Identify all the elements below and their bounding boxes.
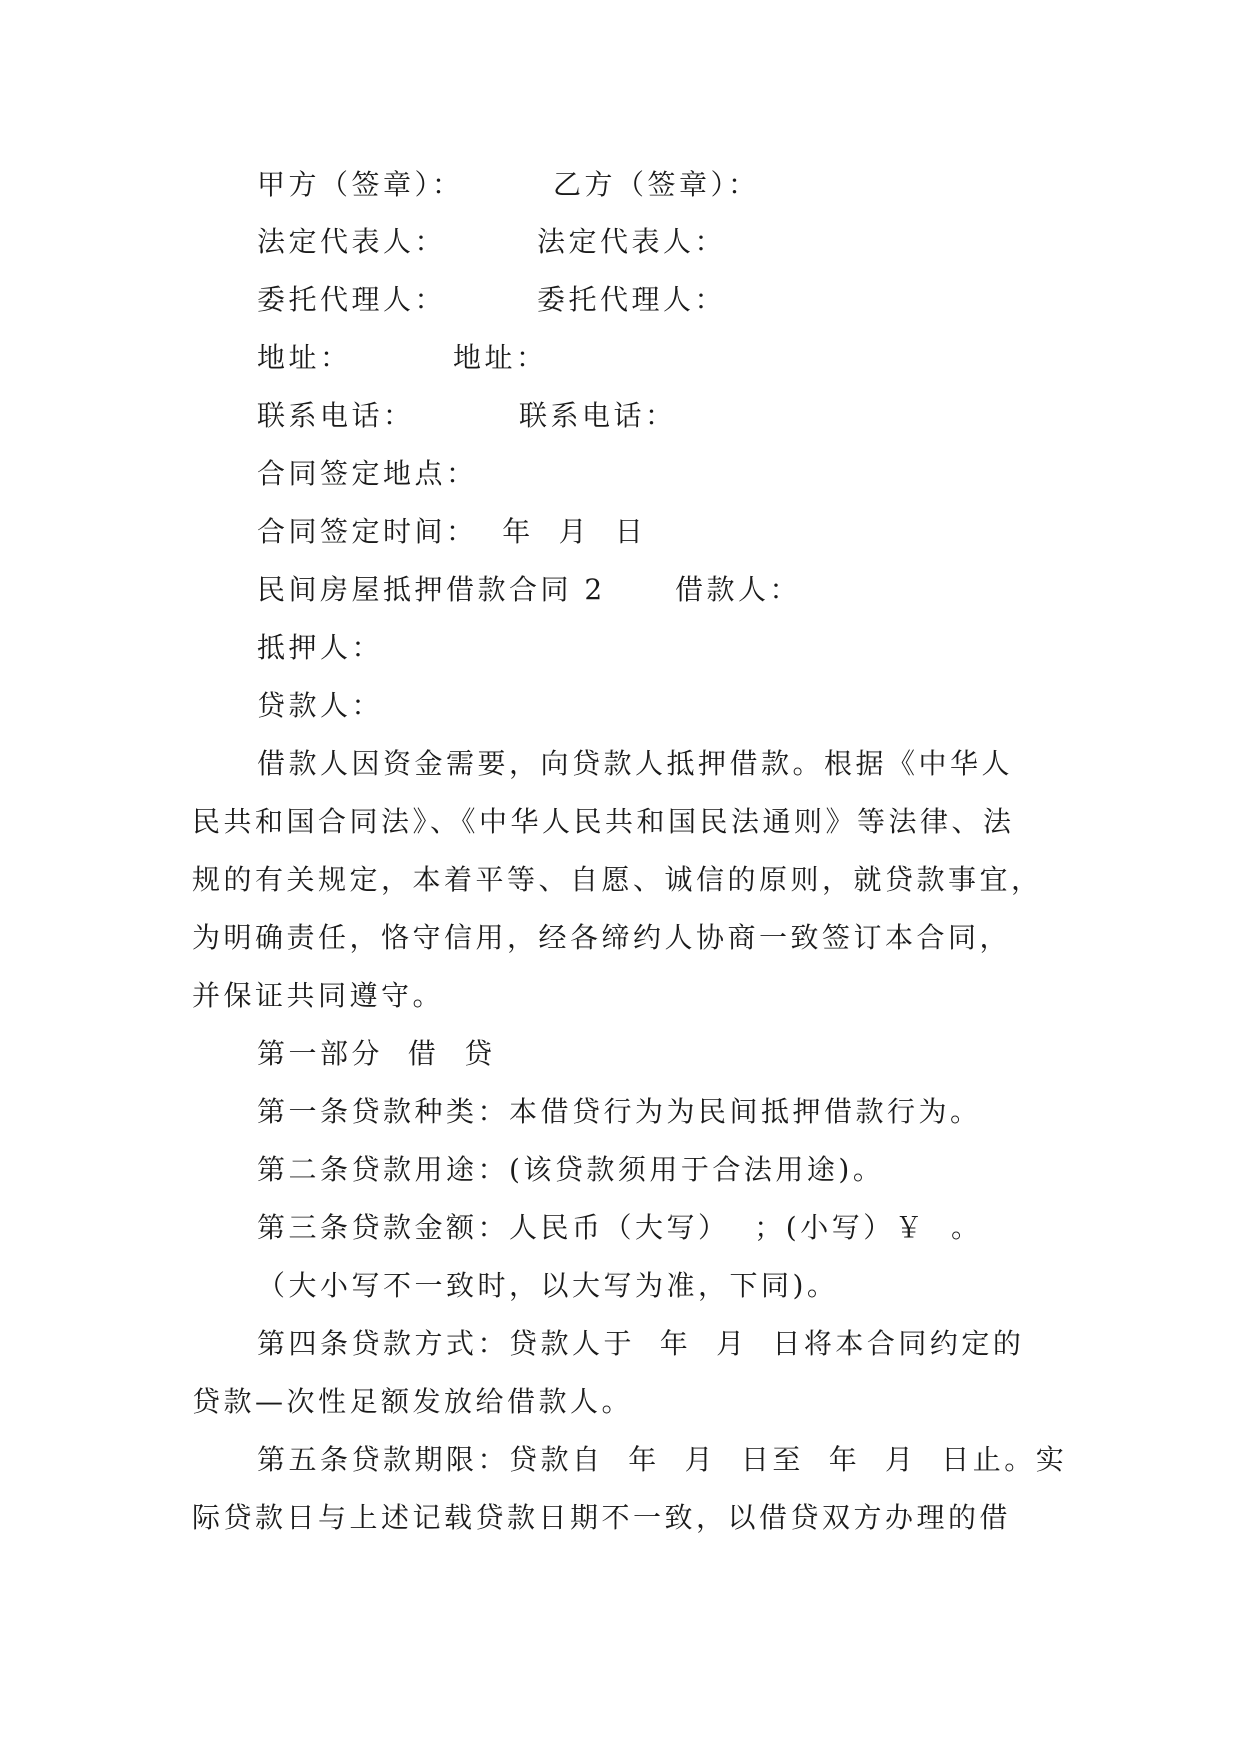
contract2-title-row bbox=[257, 570, 1117, 610]
article-4-line: 第四条贷款方式：贷款人于 年 月 日将本合同约定的 bbox=[257, 1327, 1025, 1360]
agent-b-label: 委托代理人： bbox=[537, 283, 727, 316]
signature-row-phone bbox=[257, 396, 1117, 436]
contract2-title: 民间房屋抵押借款合同 2 bbox=[257, 573, 606, 606]
party-b-label: 乙方（签章）： bbox=[553, 168, 760, 201]
legal-rep-b-label: 法定代表人： bbox=[537, 225, 727, 258]
legal-rep-a-label: 法定代表人： bbox=[257, 225, 447, 258]
preamble-line: 借款人因资金需要，向贷款人抵押借款。根据《中华人 bbox=[257, 747, 1014, 780]
phone-a-label: 联系电话： bbox=[257, 399, 415, 432]
article-5-line: 际贷款日与上述记载贷款日期不一致，以借贷双方办理的借 bbox=[192, 1501, 1012, 1534]
party-a-label: 甲方（签章）： bbox=[257, 168, 464, 201]
signature-row-legal-rep bbox=[257, 222, 1117, 262]
article-3: 第三条贷款金额：人民币（大写） ；(小写）￥ 。 bbox=[257, 1211, 983, 1244]
article-3-note: （大小写不一致时，以大写为准，下同)。 bbox=[257, 1269, 839, 1302]
agent-a-label: 委托代理人： bbox=[257, 283, 447, 316]
article-5-line: 第五条贷款期限：贷款自 年 月 日至 年 月 日止。实 bbox=[257, 1443, 1068, 1476]
preamble-line: 为明确责任，恪守信用，经各缔约人协商一致签订本合同， bbox=[192, 921, 1012, 954]
preamble-line: 并保证共同遵守。 bbox=[192, 979, 445, 1012]
address-b-label: 地址： bbox=[453, 341, 548, 374]
article-1: 第一条贷款种类：本借贷行为为民间抵押借款行为。 bbox=[257, 1095, 982, 1128]
mortgagor-line: 抵押人： bbox=[257, 631, 384, 664]
sign-place-line: 合同签定地点： bbox=[257, 457, 478, 490]
lender-line: 贷款人： bbox=[257, 689, 384, 722]
signature-row-party bbox=[257, 165, 1117, 205]
sign-time-line: 合同签定时间： 年 月 日 bbox=[257, 515, 647, 548]
address-a-label: 地址： bbox=[257, 341, 352, 374]
signature-row-address bbox=[257, 338, 1117, 378]
preamble-line: 民共和国合同法》、《中华人民共和国民法通则》等法律、法 bbox=[192, 805, 1015, 838]
article-4-line: 贷款—次性足额发放给借款人。 bbox=[192, 1385, 634, 1418]
part1-heading: 第一部分 借 贷 bbox=[257, 1037, 496, 1070]
article-2: 第二条贷款用途：(该贷款须用于合法用途)。 bbox=[257, 1153, 885, 1186]
phone-b-label: 联系电话： bbox=[519, 399, 677, 432]
signature-row-agent bbox=[257, 280, 1117, 320]
preamble-line: 规的有关规定，本着平等、自愿、诚信的原则，就贷款事宜， bbox=[192, 863, 1043, 896]
borrower-label: 借款人： bbox=[675, 573, 802, 606]
